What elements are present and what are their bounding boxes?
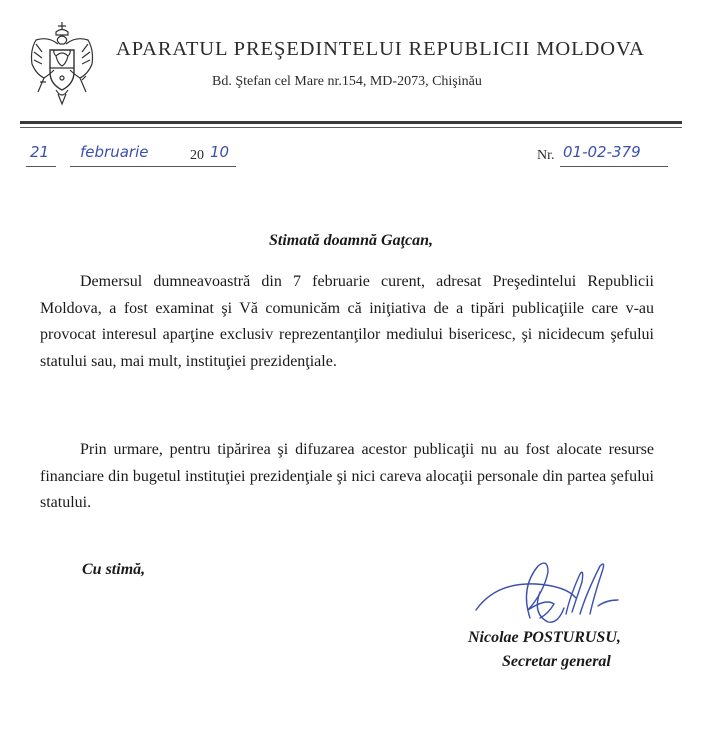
date-year-suffix: 10	[210, 143, 230, 161]
header-divider-thin	[20, 127, 682, 128]
closing: Cu stimă,	[82, 561, 146, 578]
salutation: Stimată doamnă Gaţcan,	[268, 232, 434, 249]
signer-name: Nicolae POSTURUSU,	[468, 629, 621, 646]
date-day-underline	[26, 166, 56, 167]
reference-number-underline	[560, 166, 668, 167]
coat-of-arms-icon	[22, 18, 102, 114]
date-day: 21	[30, 143, 50, 161]
body-paragraph-1: Demersul dumneavoastră din 7 februarie curent, adresat Preşedintelui Republicii Moldova, a fost examinat şi Vă comunicăm că iniţiativa de a tipări publicaţiile care v-au provocat interesul aparţine exclusiv reprezentanţilor mediului bisericesc, şi nicidecum şefului statului sau, mai mult, instituţiei prezidenţiale.	[40, 273, 654, 370]
header-divider-thick	[20, 121, 682, 124]
reference-number-label: Nr.	[537, 148, 555, 163]
date-year-prefix: 20	[190, 148, 204, 163]
date-month-underline	[70, 166, 236, 167]
organization-address: Bd. Ştefan cel Mare nr.154, MD-2073, Chişinău	[212, 74, 482, 89]
organization-name: APARATUL PREŞEDINTELUI REPUBLICII MOLDOVA	[116, 38, 645, 60]
date-month: februarie	[80, 143, 149, 161]
body-paragraph-2: Prin urmare, pentru tipărirea şi difuzarea acestor publicaţii nu au fost alocate resurse financiare din bugetul instituţiei prezidenţiale şi nici careva alocaţii personale din partea şefului statului.	[40, 441, 654, 511]
reference-number-value: 01-02-379	[563, 143, 641, 161]
signer-title: Secretar general	[502, 653, 611, 670]
